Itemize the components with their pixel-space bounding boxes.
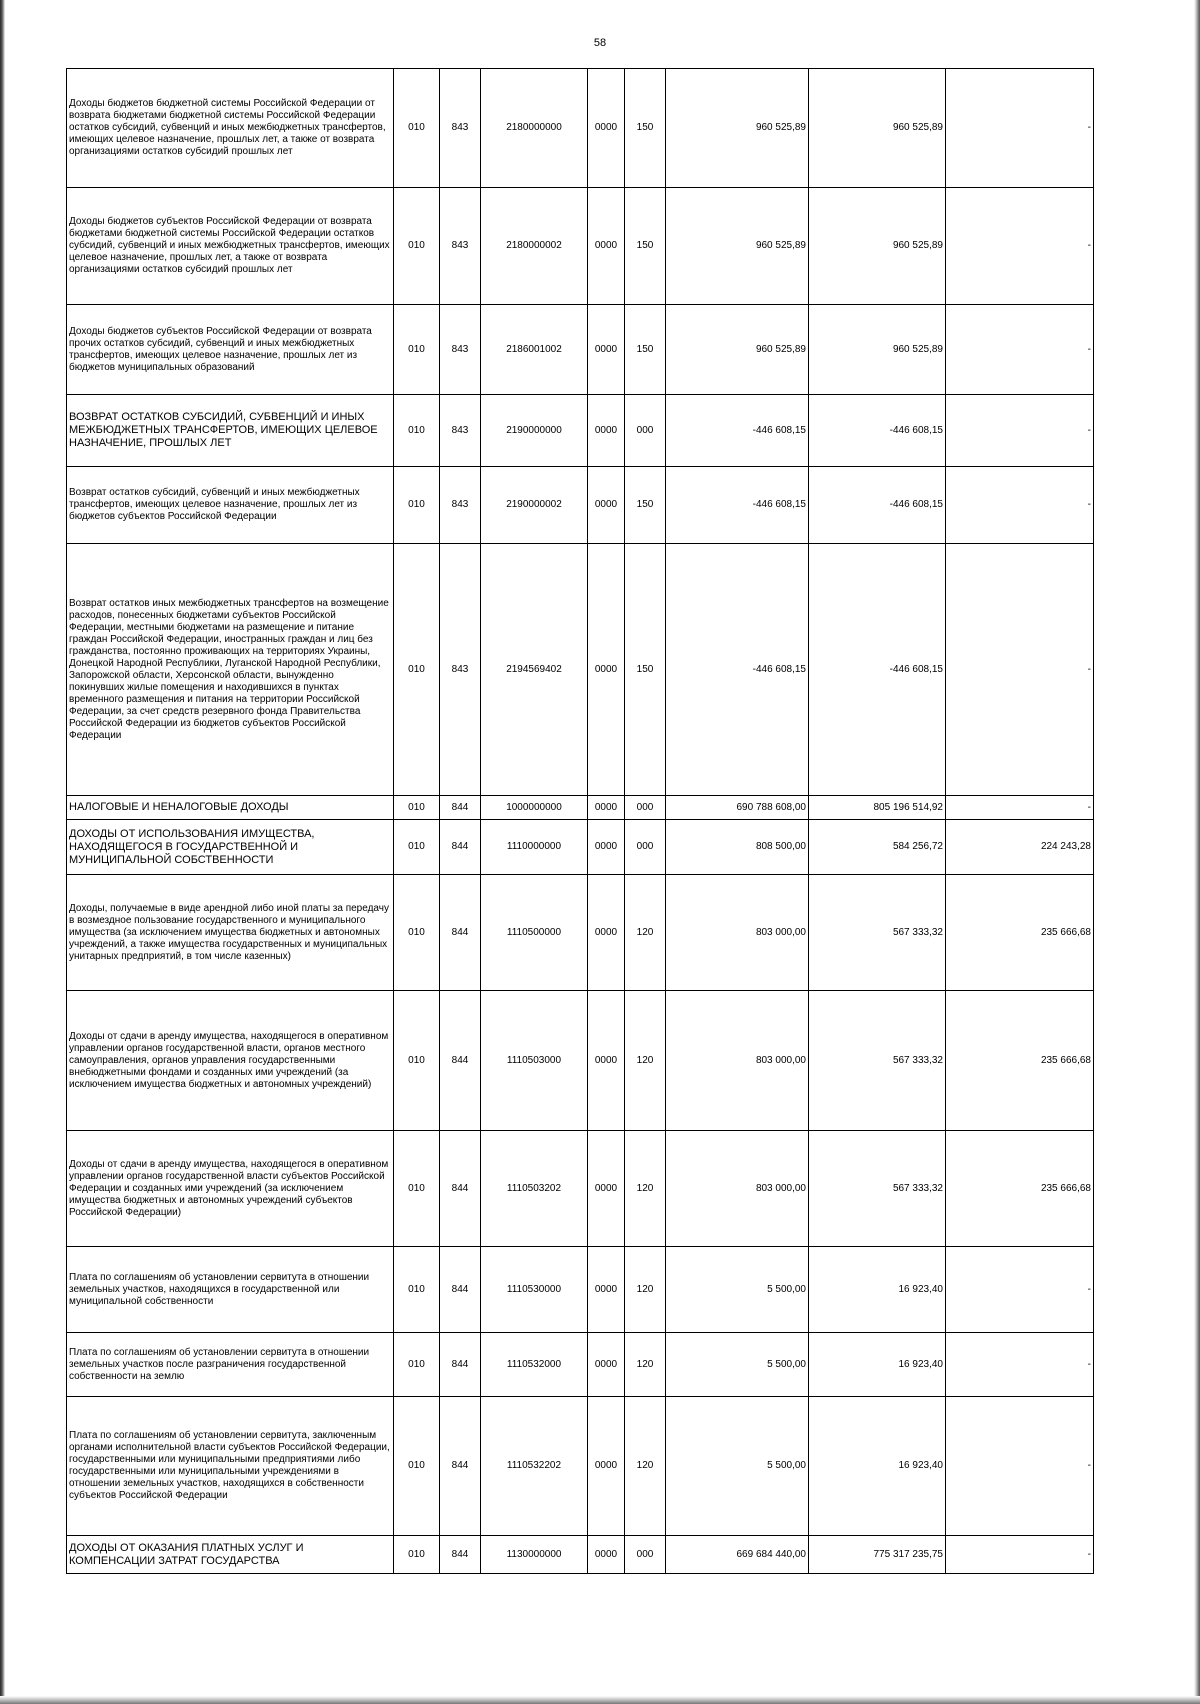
- page-number: 58: [593, 37, 607, 49]
- cell-value-1: 803 000,00: [666, 1131, 809, 1247]
- table-row: [67, 1397, 1094, 1536]
- cell-value-2: 805 196 514,92: [809, 796, 946, 820]
- cell-code-2: 844: [440, 1131, 481, 1247]
- cell-value-3: -: [946, 188, 1094, 305]
- cell-value-3: -: [946, 1397, 1094, 1536]
- cell-code-5: 120: [625, 1397, 666, 1536]
- row-description: ДОХОДЫ ОТ ИСПОЛЬЗОВАНИЯ ИМУЩЕСТВА, НАХОДЯЩЕГОСЯ В ГОСУДАРСТВЕННОЙ И МУНИЦИПАЛЬНОЙ СОБСТВЕННОСТИ: [67, 820, 394, 875]
- cell-code-3: 1130000000: [481, 1536, 588, 1574]
- table-row: [67, 991, 1094, 1131]
- row-description: Плата по соглашениям об установлении сервитута в отношении земельных участков после разграничения государственной собственности на землю: [67, 1333, 394, 1397]
- table-row: [67, 796, 1094, 820]
- cell-value-3: -: [946, 69, 1094, 188]
- table-body: [67, 69, 1094, 1574]
- cell-value-2: 584 256,72: [809, 820, 946, 875]
- cell-value-3: -: [946, 544, 1094, 796]
- cell-value-3: -: [946, 1333, 1094, 1397]
- cell-code-1: 010: [394, 69, 440, 188]
- cell-code-3: 1110503000: [481, 991, 588, 1131]
- cell-code-5: 150: [625, 69, 666, 188]
- cell-code-4: 0000: [588, 991, 625, 1131]
- row-description: ДОХОДЫ ОТ ОКАЗАНИЯ ПЛАТНЫХ УСЛУГ И КОМПЕНСАЦИИ ЗАТРАТ ГОСУДАРСТВА: [67, 1536, 394, 1574]
- table-row: [67, 395, 1094, 467]
- cell-value-1: 960 525,89: [666, 305, 809, 395]
- cell-code-1: 010: [394, 991, 440, 1131]
- table-row: [67, 1247, 1094, 1333]
- table-row: [67, 820, 1094, 875]
- cell-code-4: 0000: [588, 305, 625, 395]
- cell-value-1: 803 000,00: [666, 875, 809, 991]
- cell-value-1: -446 608,15: [666, 467, 809, 544]
- cell-code-1: 010: [394, 544, 440, 796]
- cell-code-1: 010: [394, 1247, 440, 1333]
- cell-code-4: 0000: [588, 820, 625, 875]
- table-row: [67, 1536, 1094, 1574]
- cell-value-2: 567 333,32: [809, 1131, 946, 1247]
- cell-code-2: 843: [440, 544, 481, 796]
- cell-value-3: -: [946, 467, 1094, 544]
- cell-code-1: 010: [394, 875, 440, 991]
- row-description: Плата по соглашениям об установлении сервитута, заключенным органами исполнительной власти субъектов Российской Федерации, государственными или муниципальными предприятиями либо государственными или муниципальными учреждениями в отношении земельных участков, находящихся в собственности субъектов Российской Федерации: [67, 1397, 394, 1536]
- row-description: ВОЗВРАТ ОСТАТКОВ СУБСИДИЙ, СУБВЕНЦИЙ И ИНЫХ МЕЖБЮДЖЕТНЫХ ТРАНСФЕРТОВ, ИМЕЮЩИХ ЦЕЛЕВОЕ НАЗНАЧЕНИЕ, ПРОШЛЫХ ЛЕТ: [67, 395, 394, 467]
- cell-value-2: 567 333,32: [809, 991, 946, 1131]
- cell-code-3: 1110000000: [481, 820, 588, 875]
- row-description: Доходы бюджетов бюджетной системы Российской Федерации от возврата бюджетами бюджетной системы Российской Федерации остатков субсидий, субвенций и иных межбюджетных трансфертов, имеющих целевое назначение, прошлых лет, а также от возврата организациями остатков субсидий прошлых лет: [67, 69, 394, 188]
- cell-value-2: 960 525,89: [809, 188, 946, 305]
- table-row: [67, 1333, 1094, 1397]
- scan-edge-right: [1194, 0, 1200, 1704]
- cell-code-3: 2186001002: [481, 305, 588, 395]
- table-row: [67, 1131, 1094, 1247]
- cell-value-3: 235 666,68: [946, 875, 1094, 991]
- cell-code-4: 0000: [588, 1333, 625, 1397]
- cell-code-3: 1110503202: [481, 1131, 588, 1247]
- scan-edge-bottom: [0, 1696, 1200, 1704]
- row-description: Доходы бюджетов субъектов Российской Федерации от возврата бюджетами бюджетной системы Российской Федерации остатков субсидий, субвенций и иных межбюджетных трансфертов, имеющих целевое назначение, прошлых лет, а также от возврата организациями остатков субсидий прошлых лет: [67, 188, 394, 305]
- cell-code-2: 844: [440, 991, 481, 1131]
- cell-code-2: 843: [440, 305, 481, 395]
- cell-value-2: 775 317 235,75: [809, 1536, 946, 1574]
- cell-value-2: 16 923,40: [809, 1333, 946, 1397]
- cell-code-1: 010: [394, 796, 440, 820]
- cell-code-3: 1110532000: [481, 1333, 588, 1397]
- cell-code-4: 0000: [588, 875, 625, 991]
- cell-code-5: 150: [625, 188, 666, 305]
- cell-value-1: -446 608,15: [666, 395, 809, 467]
- table-row: [67, 69, 1094, 188]
- cell-code-5: 150: [625, 544, 666, 796]
- cell-value-3: 235 666,68: [946, 1131, 1094, 1247]
- cell-code-2: 844: [440, 1333, 481, 1397]
- cell-code-3: 1110500000: [481, 875, 588, 991]
- cell-code-4: 0000: [588, 796, 625, 820]
- cell-value-1: 5 500,00: [666, 1333, 809, 1397]
- cell-code-4: 0000: [588, 467, 625, 544]
- table-row: [67, 467, 1094, 544]
- scan-edge-left: [0, 0, 5, 1704]
- cell-value-2: 16 923,40: [809, 1397, 946, 1536]
- cell-code-1: 010: [394, 1536, 440, 1574]
- row-description: НАЛОГОВЫЕ И НЕНАЛОГОВЫЕ ДОХОДЫ: [67, 796, 394, 820]
- cell-value-1: 960 525,89: [666, 188, 809, 305]
- cell-code-2: 843: [440, 395, 481, 467]
- cell-code-5: 150: [625, 305, 666, 395]
- cell-code-5: 120: [625, 1333, 666, 1397]
- cell-value-3: -: [946, 796, 1094, 820]
- cell-code-4: 0000: [588, 1131, 625, 1247]
- cell-code-4: 0000: [588, 1397, 625, 1536]
- cell-value-1: 808 500,00: [666, 820, 809, 875]
- cell-code-4: 0000: [588, 395, 625, 467]
- cell-code-2: 844: [440, 1536, 481, 1574]
- cell-value-3: -: [946, 395, 1094, 467]
- cell-value-1: 5 500,00: [666, 1397, 809, 1536]
- table-row: [67, 875, 1094, 991]
- cell-code-4: 0000: [588, 1247, 625, 1333]
- cell-value-2: -446 608,15: [809, 467, 946, 544]
- cell-code-5: 000: [625, 796, 666, 820]
- cell-value-3: -: [946, 1536, 1094, 1574]
- cell-code-1: 010: [394, 305, 440, 395]
- cell-code-3: 1110532202: [481, 1397, 588, 1536]
- cell-code-2: 843: [440, 69, 481, 188]
- cell-code-2: 843: [440, 188, 481, 305]
- cell-code-1: 010: [394, 1397, 440, 1536]
- cell-code-3: 2180000002: [481, 188, 588, 305]
- cell-value-1: 5 500,00: [666, 1247, 809, 1333]
- cell-code-2: 844: [440, 875, 481, 991]
- cell-value-3: 224 243,28: [946, 820, 1094, 875]
- table-row: [67, 544, 1094, 796]
- cell-value-2: 16 923,40: [809, 1247, 946, 1333]
- cell-value-2: 960 525,89: [809, 305, 946, 395]
- row-description: Доходы, получаемые в виде арендной либо иной платы за передачу в возмездное пользование государственного и муниципального имущества (за исключением имущества бюджетных и автономных учреждений, а также имущества государственных и муниципальных унитарных предприятий, в том числе казенных): [67, 875, 394, 991]
- cell-code-3: 2180000000: [481, 69, 588, 188]
- row-description: Возврат остатков иных межбюджетных трансфертов на возмещение расходов, понесенных бюджетами субъектов Российской Федерации, местными бюджетами на размещение и питание граждан Российской Федерации, иностранных граждан и лиц без гражданства, постоянно проживающих на территориях Украины, Донецкой Народной Республики, Луганской Народной Республики, Запорожской области, Херсонской области, вынужденно покинувших жилые помещения и находившихся в пунктах временного размещения и питания на территории Российской Федерации, за счет средств резервного фонда Правительства Российской Федерации из бюджетов субъектов Российской Федерации: [67, 544, 394, 796]
- cell-code-5: 000: [625, 1536, 666, 1574]
- cell-value-3: 235 666,68: [946, 991, 1094, 1131]
- cell-value-1: 669 684 440,00: [666, 1536, 809, 1574]
- cell-code-2: 844: [440, 796, 481, 820]
- cell-code-3: 2190000000: [481, 395, 588, 467]
- cell-code-5: 120: [625, 1247, 666, 1333]
- cell-code-4: 0000: [588, 188, 625, 305]
- cell-code-2: 843: [440, 467, 481, 544]
- cell-code-5: 000: [625, 820, 666, 875]
- cell-code-2: 844: [440, 820, 481, 875]
- cell-code-1: 010: [394, 467, 440, 544]
- row-description: Доходы от сдачи в аренду имущества, находящегося в оперативном управлении органов государственной власти субъектов Российской Федерации и созданных ими учреждений (за исключением имущества бюджетных и автономных учреждений субъектов Российской Федерации): [67, 1131, 394, 1247]
- cell-code-4: 0000: [588, 544, 625, 796]
- cell-code-4: 0000: [588, 1536, 625, 1574]
- cell-code-3: 1110530000: [481, 1247, 588, 1333]
- cell-code-1: 010: [394, 188, 440, 305]
- row-description: Возврат остатков субсидий, субвенций и иных межбюджетных трансфертов, имеющих целевое назначение, прошлых лет из бюджетов субъектов Российской Федерации: [67, 467, 394, 544]
- cell-value-3: -: [946, 1247, 1094, 1333]
- cell-code-4: 0000: [588, 69, 625, 188]
- cell-code-1: 010: [394, 395, 440, 467]
- row-description: Плата по соглашениям об установлении сервитута в отношении земельных участков, находящихся в государственной или муниципальной собственности: [67, 1247, 394, 1333]
- revenue-table: [66, 68, 1094, 1574]
- cell-value-1: 960 525,89: [666, 69, 809, 188]
- row-description: Доходы от сдачи в аренду имущества, находящегося в оперативном управлении органов государственной власти, органов местного самоуправления, органов управления государственными внебюджетными фондами и созданных ими учреждений (за исключением имущества бюджетных и автономных учреждений): [67, 991, 394, 1131]
- cell-code-2: 844: [440, 1397, 481, 1536]
- cell-value-2: 960 525,89: [809, 69, 946, 188]
- cell-value-2: -446 608,15: [809, 395, 946, 467]
- cell-code-2: 844: [440, 1247, 481, 1333]
- cell-code-3: 2194569402: [481, 544, 588, 796]
- cell-code-1: 010: [394, 820, 440, 875]
- cell-value-1: 690 788 608,00: [666, 796, 809, 820]
- cell-code-3: 2190000002: [481, 467, 588, 544]
- cell-code-3: 1000000000: [481, 796, 588, 820]
- row-description: Доходы бюджетов субъектов Российской Федерации от возврата прочих остатков субсидий, субвенций и иных межбюджетных трансфертов, имеющих целевое назначение, прошлых лет из бюджетов муниципальных образований: [67, 305, 394, 395]
- cell-code-1: 010: [394, 1333, 440, 1397]
- cell-code-5: 000: [625, 395, 666, 467]
- cell-code-5: 150: [625, 467, 666, 544]
- cell-value-2: -446 608,15: [809, 544, 946, 796]
- cell-code-1: 010: [394, 1131, 440, 1247]
- table-row: [67, 188, 1094, 305]
- cell-code-5: 120: [625, 1131, 666, 1247]
- cell-value-1: -446 608,15: [666, 544, 809, 796]
- cell-code-5: 120: [625, 875, 666, 991]
- cell-value-1: 803 000,00: [666, 991, 809, 1131]
- cell-value-3: -: [946, 305, 1094, 395]
- table-row: [67, 305, 1094, 395]
- cell-code-5: 120: [625, 991, 666, 1131]
- cell-value-2: 567 333,32: [809, 875, 946, 991]
